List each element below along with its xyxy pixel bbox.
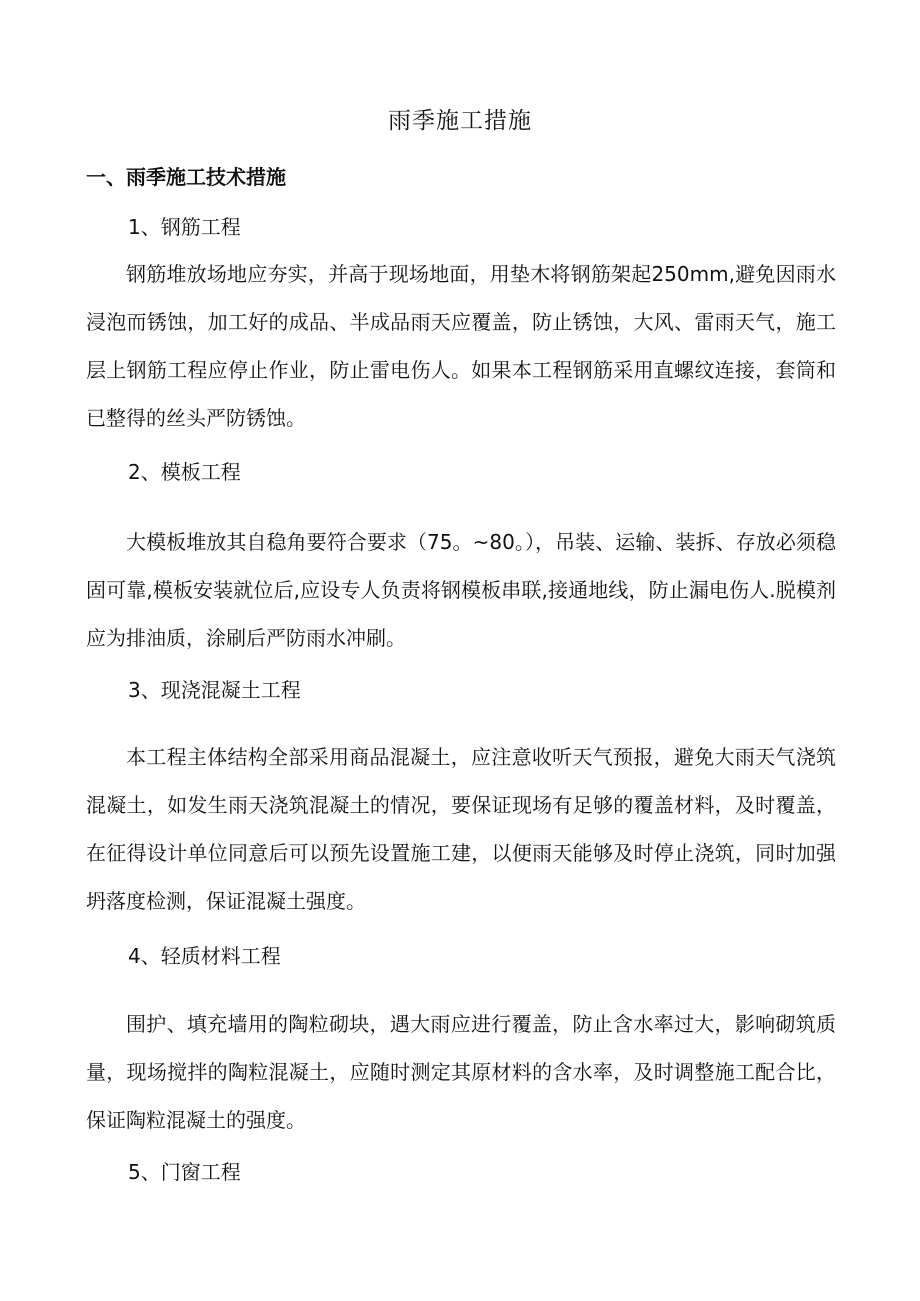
subsection-heading-formwork: 2、模板工程 bbox=[128, 460, 241, 484]
paragraph-lightweight: 围护、填充墙用的陶粒砌块，遇大雨应进行覆盖，防止含水率过大，影响砌筑质量，现场搅拌的陶粒混凝土，应随时测定其原材料的含水率，及时调整施工配合比，保证陶粒混凝土的强度。 bbox=[86, 1012, 836, 1132]
subsection-heading-doors-windows: 5、门窗工程 bbox=[128, 1160, 241, 1184]
subsection-heading-rebar: 1、钢筋工程 bbox=[128, 215, 241, 239]
paragraph-concrete: 本工程主体结构全部采用商品混凝土，应注意收听天气预报，避免大雨天气浇筑混凝土，如发生雨天浇筑混凝土的情况，要保证现场有足够的覆盖材料，及时覆盖，在征得设计单位同意后可以预先设置施工建，以便雨天能够及时停止浇筑，同时加强坍落度检测，保证混凝土强度。 bbox=[86, 745, 836, 913]
subsection-heading-concrete: 3、现浇混凝土工程 bbox=[128, 678, 301, 702]
section-heading: 一、雨季施工技术措施 bbox=[86, 165, 286, 189]
paragraph-rebar: 钢筋堆放场地应夯实，并高于现场地面，用垫木将钢筋架起250mm,避免因雨水浸泡而锈蚀，加工好的成品、半成品雨天应覆盖，防止锈蚀，大风、雷雨天气，施工层上钢筋工程应停止作业，防止雷电伤人。如果本工程钢筋采用直螺纹连接，套筒和已整得的丝头严防锈蚀。 bbox=[86, 262, 836, 430]
document-title: 雨季施工措施 bbox=[388, 108, 532, 134]
subsection-heading-lightweight: 4、轻质材料工程 bbox=[128, 944, 281, 968]
paragraph-formwork: 大模板堆放其自稳角要符合要求（75。~80。），吊装、运输、装拆、存放必须稳固可靠,模板安装就位后,应设专人负责将钢模板串联,接通地线，防止漏电伤人.脱模剂应为排油质，涂刷后严防雨水冲刷。 bbox=[86, 530, 836, 650]
